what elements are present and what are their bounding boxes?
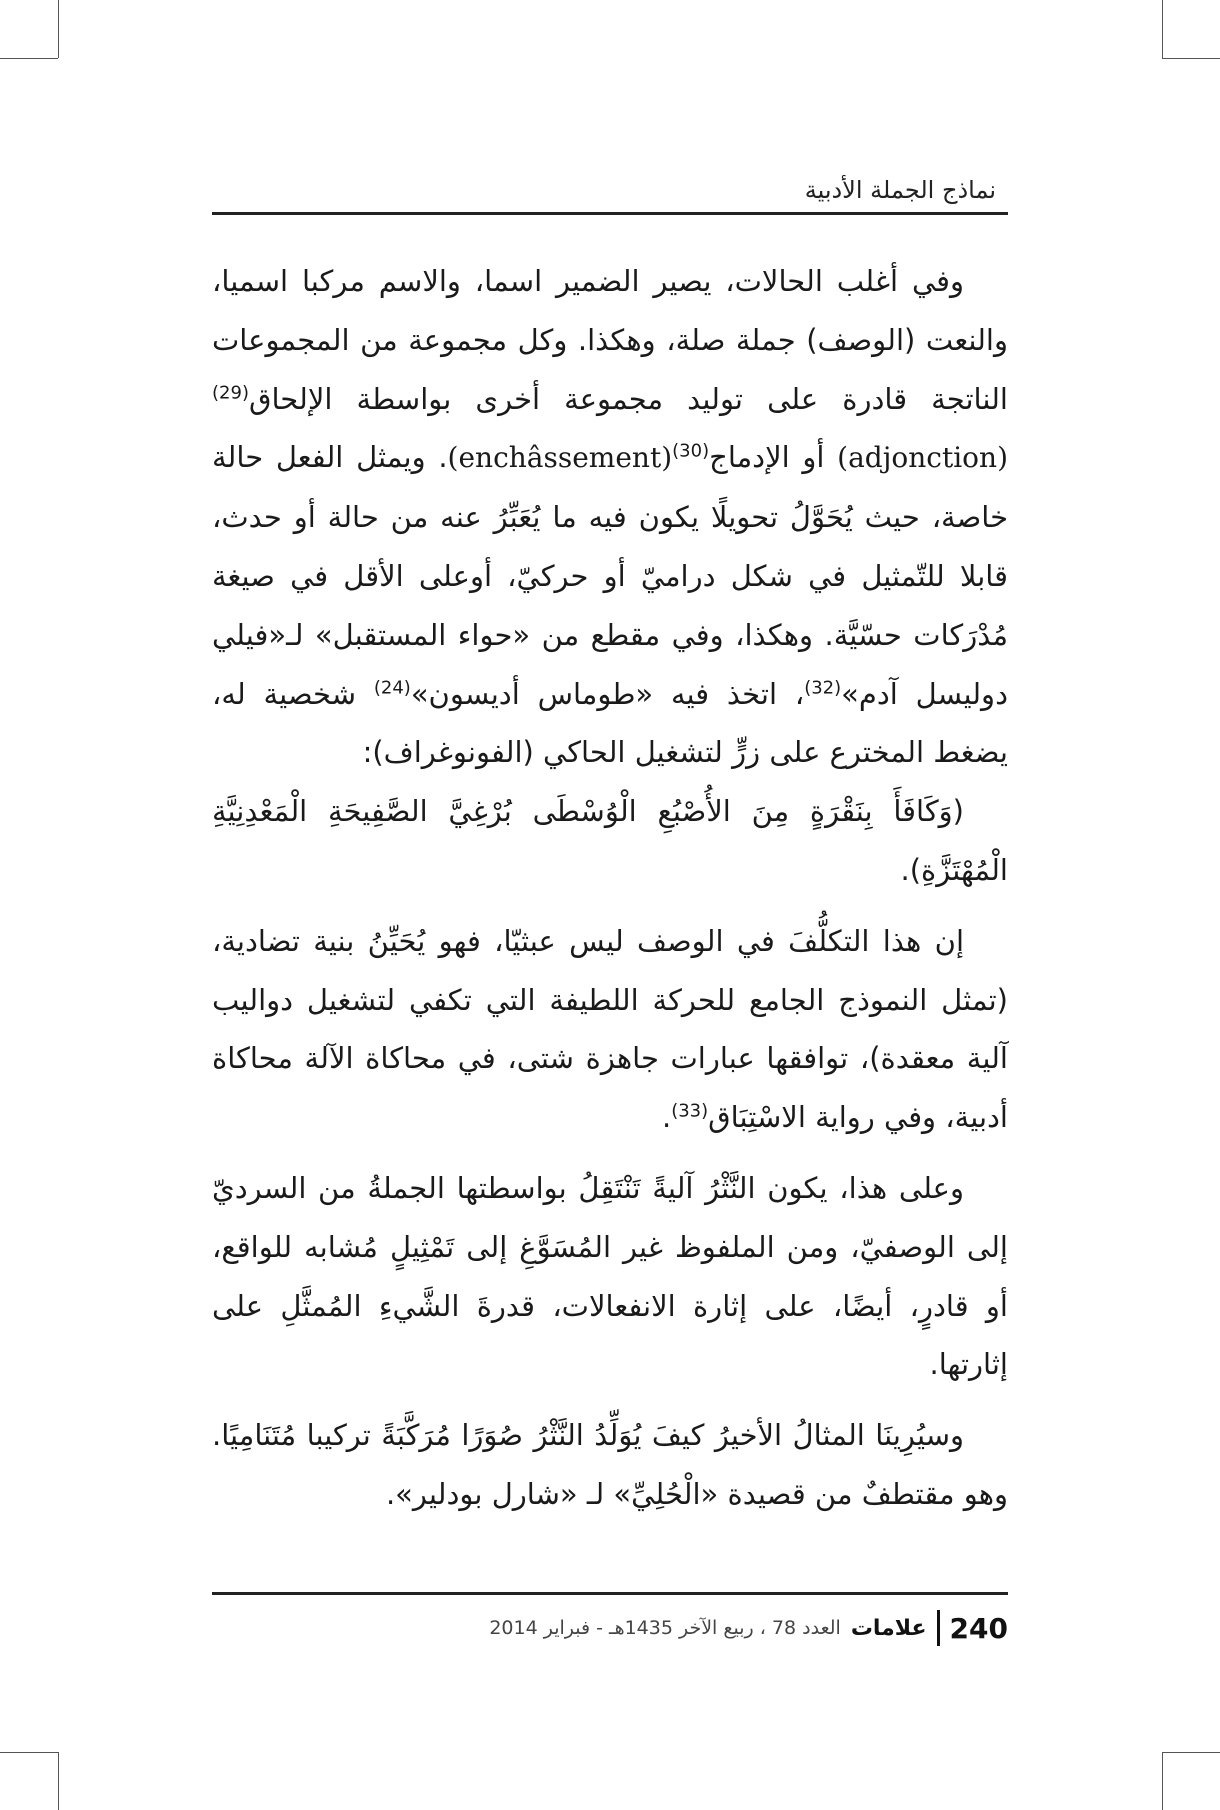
- footer-separator-bar: [937, 1610, 940, 1646]
- paragraph-2: [212, 912, 1008, 1147]
- crop-mark-top-left-vertical: [58, 0, 59, 58]
- crop-mark-top-left-horizontal: [0, 58, 58, 59]
- footnote-ref-32: (32): [804, 676, 842, 698]
- page-number: 240: [949, 1611, 1008, 1645]
- paragraph-2-end: .: [661, 1100, 672, 1135]
- paragraph-1-text-c: . ويمثل الفعل حالة خاصة، حيث يُحَوَّلُ تحويلًا يكون فيه ما يُعَبِّرُ عنه من حالة أو حدث، قابلا للتّمثيل في شكل دراميّ أو حركيّ، أوعلى الأقل في صيغة مُدْرَكات حسّيَّة. وهكذا، وفي مقطع من «حواء المستقبل» لـ«فيلي دوليسل آدم»: [212, 440, 1008, 711]
- issue-info: العدد 78 ، ربيع الآخر 1435هـ - فبراير 2014: [489, 1617, 841, 1639]
- journal-name: علامات: [850, 1615, 927, 1641]
- footnote-ref-29: (29): [212, 381, 249, 403]
- paragraph-1-text-d: ، اتخذ فيه «طوماس أديسون»: [410, 676, 805, 711]
- paragraph-1-text-e: شخصية له، يضغط المخترع على زرٍّ لتشغيل الحاكي (الفونوغراف):: [212, 676, 1008, 770]
- crop-mark-top-right-vertical: [1162, 0, 1163, 58]
- footnote-ref-33: (33): [671, 1100, 709, 1122]
- paragraph-2-text: إن هذا التكلُّفَ في الوصف ليس عبثيّا، فهو يُحَيِّنُ بنية تضادية، (تمثل النموذج الجامع للحركة اللطيفة التي تكفي لتشغيل دواليب آلية معقدة)، توافقها عبارات جاهزة شتى، في محاكاة الآلة محاكاة أدبية، وفي رواية الاسْتِبَاق: [212, 923, 1008, 1135]
- page-footer: [489, 1606, 1008, 1650]
- crop-mark-bottom-left-horizontal: [0, 1752, 58, 1753]
- paragraph-1-text-a: وفي أغلب الحالات، يصير الضمير اسما، والاسم مركبا اسميا، والنعت (الوصف) جملة صلة، وهكذا. وكل مجموعة من المجموعات الناتجة قادرة على توليد مجموعة أخرى بواسطة الإلحاق: [212, 264, 1008, 416]
- paragraph-1-text-b: أو الإدماج: [709, 440, 838, 475]
- crop-mark-bottom-right-vertical: [1162, 1752, 1163, 1810]
- footnote-ref-30: (30): [672, 440, 710, 462]
- running-header-title: نماذج الجملة الأدبية: [804, 176, 996, 204]
- paragraph-4: وسيُرِينَا المثالُ الأخيرُ كيفَ يُوَلِّدُ النَّثْرُ صُوَرًا مُرَكَّبَةً تركيبا مُتَنَامِيًا. وهو مقتطفٌ من قصيدة «الْحُلِيِّ» لـ «شارل بودلير».: [212, 1418, 1008, 1511]
- term-adjonction: (adjonction): [837, 441, 1008, 475]
- crop-mark-bottom-left-vertical: [58, 1752, 59, 1810]
- paragraph-3: وعلى هذا، يكون النَّثْرُ آليةً تَنْتَقِلُ بواسطتها الجملةُ من السرديّ إلى الوصفيّ، ومن الملفوظ غير المُسَوَّغِ إلى تَمْثِيلٍ مُشابه للواقع، أو قادرٍ، أيضًا، على إثارة الانفعالات، قدرةَ الشَّيءِ المُمثَّلِ على إثارتها.: [212, 1170, 1008, 1382]
- footer-rule: [212, 1592, 1008, 1595]
- block-quote: (وَكَافَأَ بِنَقْرَةٍ مِنَ الأُصْبُعِ الْوُسْطَى بُرْغِيَّ الصَّفِيحَةِ الْمَعْدِنِيَّةِ الْمُهْتَزَّةِ).: [212, 794, 1008, 887]
- paragraph-1: [212, 252, 1008, 782]
- footnote-ref-24: (24): [373, 676, 411, 698]
- crop-mark-bottom-right-horizontal: [1162, 1752, 1220, 1753]
- term-enchassement: (enchâssement): [447, 441, 673, 475]
- header-rule: [212, 212, 1008, 215]
- crop-mark-top-right-horizontal: [1162, 58, 1220, 59]
- body-text: [212, 252, 1008, 1524]
